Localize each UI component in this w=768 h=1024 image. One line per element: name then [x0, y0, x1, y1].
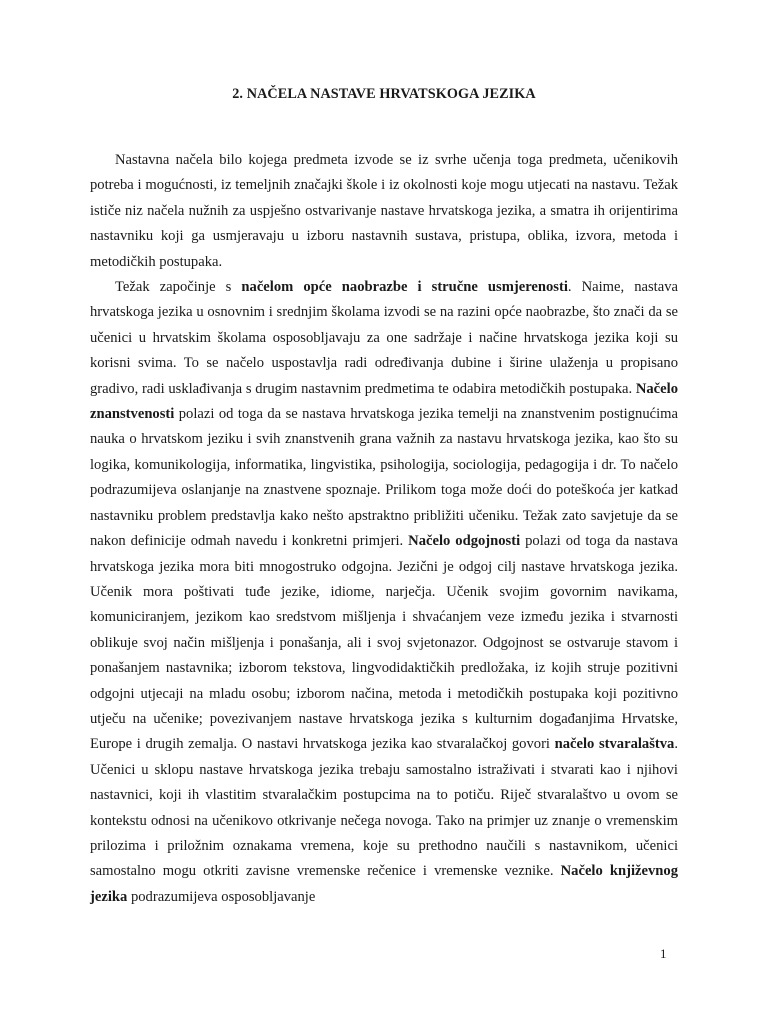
bold-principle-term: Načelo književnog jezika — [90, 863, 679, 905]
paragraph — [90, 148, 678, 275]
page-title: 2. NAČELA NASTAVE HRVATSKOGA JEZIKA — [232, 86, 536, 102]
text-run: podrazumijeva osposobljavanje — [127, 888, 316, 905]
body-text — [90, 148, 678, 910]
bold-principle-term: načelo stvaralaštva — [554, 736, 675, 753]
text-run: polazi od toga da se nastava hrvatskoga jezika temelji na znanstvenim postignućima nauka o hrvatskom jeziku i svih znanstvenih grana važnih za nastavu hrvatskoga jezika, kao što su logika, komunikologija, informatika, lingvistika, psihologija, sociologija, pedagogija i dr. To načelo podrazumijeva oslanjanje na znastvene spoznaje. Prilikom toga može doći do poteškoća jer katkad nastavniku problem predstavlja kako nešto apstraktno približiti učeniku. Težak zato savjetuje da se nakon definicije odmah navedu i konkretni primjeri. — [90, 406, 678, 550]
bold-principle-term: načelom opće naobrazbe i stručne usmjerenosti — [241, 279, 568, 296]
text-run: Težak započinje s — [115, 279, 242, 296]
paragraph — [90, 275, 678, 910]
text-run: . Naime, nastava hrvatskoga jezika u osnovnim i srednjim školama izvodi se na razini opće naobrazbe, što znači da se učenici u hrvatskim školama osposobljavaju za one sadržaje i načine hrvatskoga jezika koji su korisni svima. To se načelo uspostavlja radi određivanja dubine i širine ulaženja u propisano gradivo, radi usklađivanja s drugim nastavnim predmetima te odabira metodičkih postupaka. — [90, 279, 678, 397]
text-run: polazi od toga da nastava hrvatskoga jezika mora biti mnogostruko odgojna. Jezični je odgoj cilj nastave hrvatskoga jezika. Učenik mora poštivati tuđe jezike, idiome, narječja. Učenik svojim govornim navikama, komuniciranjem, jezikom kao sredstvom mišljenja i shvaćanjem veze između jezika i stvarnosti oblikuje svoj način mišljenja i ponašanja, ali i svoj svjetonazor. Odgojnost se ostvaruje stavom i ponašanjem nastavnika; izborom tekstova, lingvodidaktičkih predložaka, iz kojih struje pozitivni odgojni utjecaji na mladu osobu; izborom načina, metoda i metodičkih postupaka koji pozitivno utječu na učenike; povezivanjem nastave hrvatskoga jezika s kulturnim događanjima Hrvatske, Europe i drugih zemalja. O nastavi hrvatskoga jezika kao stvaralačkoj govori — [90, 533, 678, 753]
bold-principle-term: Načelo odgojnosti — [408, 533, 521, 550]
page-number: 1 — [660, 946, 667, 961]
text-run: Nastavna načela bilo kojega predmeta izvode se iz svrhe učenja toga predmeta, učenikovih potreba i mogućnosti, iz temeljnih značajki škole i iz okolnosti koje mogu utjecati na nastavu. Težak ističe niz načela nužnih za uspješno ostvarivanje nastave hrvatskoga jezika, a smatra ih orijentirima nastavniku koji ga usmjeravaju u izboru nastavnih sustava, pristupa, oblika, izvora, metoda i metodičkih postupaka. — [90, 152, 678, 270]
text-run: . Učenici u sklopu nastave hrvatskoga jezika trebaju samostalno istraživati i stvarati kao i njihovi nastavnici, koji ih vlastitim stvaralačkim postupcima na to potiču. Riječ stvaralaštvo u ovom se kontekstu odnosi na učenikovo otkrivanje nečega novoga. Tako na primjer uz znanje o vremenskim prilozima i priložnim oznakama vremena, koje su prethodno naučili s nastavnikom, učenici samostalno mogu otkriti zavisne vremenske rečenice i vremenske veznike. — [90, 736, 679, 880]
bold-principle-term: Načelo znanstvenosti — [90, 380, 678, 423]
